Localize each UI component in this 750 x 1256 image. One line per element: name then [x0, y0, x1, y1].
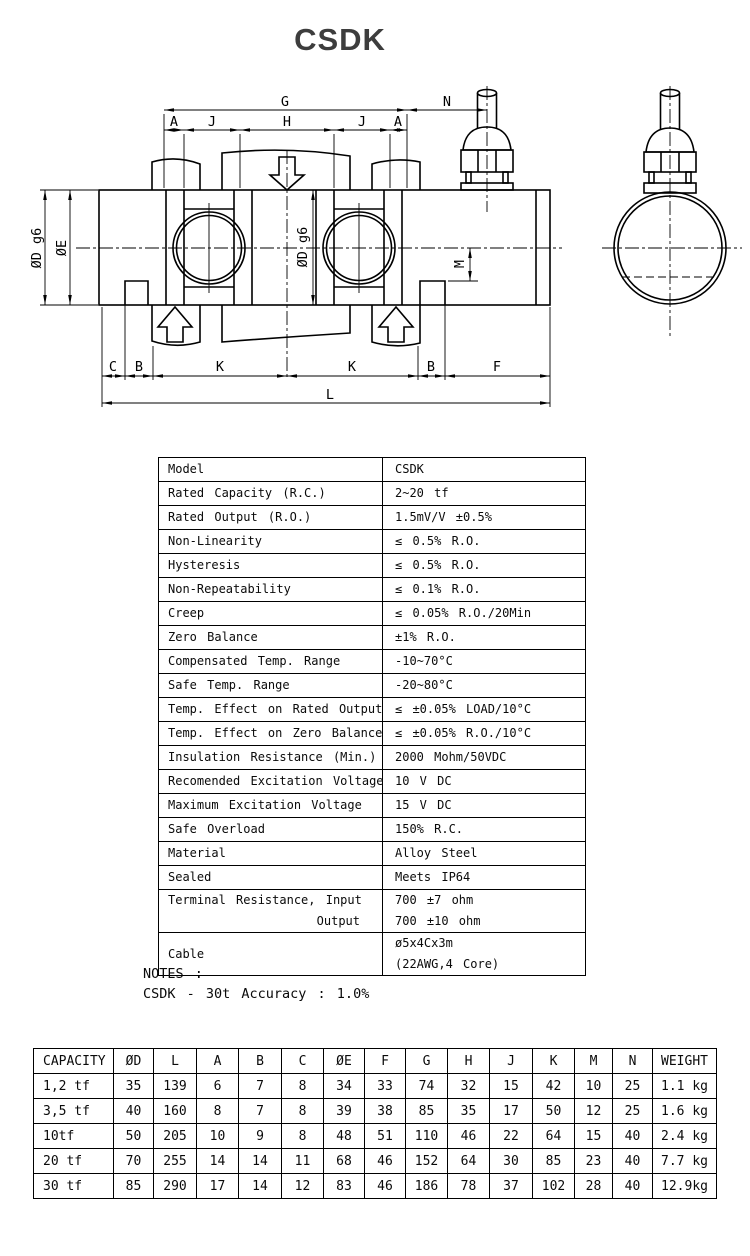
spec-value-cell	[383, 650, 586, 674]
spec-value-cell-line: ≤ ±0.05% LOAD/10°C	[395, 702, 532, 716]
dims-cell: 46	[448, 1124, 490, 1149]
spec-value-cell	[383, 866, 586, 890]
dims-header-cell: G	[406, 1049, 448, 1074]
spec-value-cell	[383, 842, 586, 866]
spec-label-cell-line: Rated Output (R.O.)	[168, 510, 312, 524]
spec-value-cell	[383, 482, 586, 506]
spec-value-cell	[383, 794, 586, 818]
dim-label-h: H	[282, 114, 292, 130]
dims-cell: 9	[239, 1124, 282, 1149]
spec-row	[159, 746, 586, 770]
dims-cell: 186	[406, 1174, 448, 1199]
dims-cell: 12	[575, 1099, 613, 1124]
spec-value-cell-line: 1.5mV/V ±0.5%	[395, 510, 492, 524]
dims-cell: 7	[239, 1074, 282, 1099]
keyway-left	[125, 281, 148, 305]
spec-value-cell-line: ø5x4Cx3m	[395, 936, 453, 950]
dims-cell: 22	[490, 1124, 533, 1149]
spec-label-cell	[159, 650, 383, 674]
dims-header-cell: K	[533, 1049, 575, 1074]
dims-cell: 50	[114, 1124, 154, 1149]
dims-cell: 12.9kg	[653, 1174, 717, 1199]
spec-value-cell	[383, 578, 586, 602]
spec-value-cell	[383, 746, 586, 770]
spec-label-cell-line: Sealed	[168, 870, 212, 884]
dims-cell: 64	[533, 1124, 575, 1149]
spec-value-cell-line: Meets IP64	[395, 870, 471, 884]
dims-header-cell: M	[575, 1049, 613, 1074]
spec-row	[159, 530, 586, 554]
dims-cell: 102	[533, 1174, 575, 1199]
boot-bottom-center	[222, 305, 350, 342]
dims-cell: 17	[197, 1174, 239, 1199]
notes-heading: NOTES :	[143, 966, 203, 982]
dims-cell: 10	[575, 1074, 613, 1099]
dims-cell: 46	[365, 1149, 406, 1174]
dims-cell: 15	[575, 1124, 613, 1149]
spec-value-cell	[383, 458, 586, 482]
dims-cell: 34	[324, 1074, 365, 1099]
dims-cell: 10	[197, 1124, 239, 1149]
dims-cell: 14	[239, 1174, 282, 1199]
dims-cell: 35	[114, 1074, 154, 1099]
dims-cell: 46	[365, 1174, 406, 1199]
dims-cell: 10tf	[34, 1124, 114, 1149]
spec-label-cell-line: Zero Balance	[168, 630, 258, 644]
dims-header-cell: B	[239, 1049, 282, 1074]
spec-label-cell	[159, 794, 383, 818]
dims-header-cell: A	[197, 1049, 239, 1074]
dim-label-dia-d-left: ØD g6	[29, 227, 45, 269]
spec-value-cell-line: Alloy Steel	[395, 846, 478, 860]
boot-top-right	[372, 160, 420, 190]
dims-row	[34, 1124, 717, 1149]
boot-top-left	[152, 159, 200, 190]
dims-cell: 7.7 kg	[653, 1149, 717, 1174]
dims-cell: 25	[613, 1074, 653, 1099]
spec-label-cell-line: Creep	[168, 606, 205, 620]
dims-header-cell: WEIGHT	[653, 1049, 717, 1074]
spec-value-cell-line: ≤ 0.1% R.O.	[395, 582, 481, 596]
reaction-arrow-up-left-icon	[158, 307, 192, 342]
dims-row	[34, 1174, 717, 1199]
dims-cell: 290	[154, 1174, 197, 1199]
dims-cell: 15	[490, 1074, 533, 1099]
spec-value-cell-line: CSDK	[395, 462, 424, 476]
dims-cell: 74	[406, 1074, 448, 1099]
spec-label-cell	[159, 746, 383, 770]
dims-cell: 40	[613, 1124, 653, 1149]
spec-row	[159, 626, 586, 650]
dims-cell: 85	[406, 1099, 448, 1124]
dims-cell: 14	[197, 1149, 239, 1174]
dims-cell: 70	[114, 1149, 154, 1174]
dims-cell: 205	[154, 1124, 197, 1149]
dims-row	[34, 1149, 717, 1174]
spec-label-cell-line: Safe Temp. Range	[168, 678, 290, 692]
spec-row	[159, 674, 586, 698]
dimension-labels	[29, 94, 501, 403]
spec-label-cell-line: Insulation Resistance (Min.)	[168, 750, 377, 764]
spec-row	[159, 794, 586, 818]
dims-cell: 83	[324, 1174, 365, 1199]
spec-label-cell	[159, 458, 383, 482]
dim-label-dia-d-mid: ØD g6	[295, 226, 311, 268]
dim-label-j2: J	[357, 114, 367, 130]
spec-label-cell-line: Cable	[168, 946, 205, 961]
spec-value-cell-line: (22AWG,4 Core)	[395, 957, 500, 971]
dim-label-j1: J	[207, 114, 217, 130]
spec-label-cell	[159, 866, 383, 890]
spec-label-cell	[159, 602, 383, 626]
spec-row	[159, 890, 586, 933]
dims-cell: 25	[613, 1099, 653, 1124]
reaction-arrow-up-right-icon	[379, 307, 413, 342]
spec-label-cell-line: Material	[168, 846, 226, 860]
spec-row	[159, 650, 586, 674]
dim-label-f: F	[492, 359, 502, 375]
dims-cell: 38	[365, 1099, 406, 1124]
spec-value-cell	[383, 818, 586, 842]
dim-label-g: G	[280, 94, 290, 110]
dims-cell: 152	[406, 1149, 448, 1174]
spec-row	[159, 578, 586, 602]
dims-cell: 40	[613, 1149, 653, 1174]
spec-value-cell	[383, 722, 586, 746]
spec-label-cell	[159, 818, 383, 842]
spec-value-cell-line: 2~20 tf	[395, 486, 449, 500]
spec-label-cell-line: Hysteresis	[168, 558, 241, 572]
side-view	[99, 90, 550, 346]
spec-label-cell	[159, 530, 383, 554]
spec-label-cell-line: Model	[168, 462, 205, 476]
spec-value-cell	[383, 890, 586, 933]
spec-row	[159, 482, 586, 506]
spec-label-cell	[159, 698, 383, 722]
dims-cell: 6	[197, 1074, 239, 1099]
dimensions-table	[33, 1048, 717, 1199]
dims-row	[34, 1074, 717, 1099]
spec-row	[159, 554, 586, 578]
spec-label-cell	[159, 842, 383, 866]
dims-cell: 37	[490, 1174, 533, 1199]
spec-value-cell-line: ≤ 0.5% R.O.	[395, 534, 481, 548]
spec-value-cell-line: ≤ 0.5% R.O.	[395, 558, 481, 572]
spec-value-cell-line: 10 V DC	[395, 774, 452, 788]
dims-cell: 33	[365, 1074, 406, 1099]
notes-line: CSDK - 30t Accuracy : 1.0%	[143, 986, 370, 1002]
dims-cell: 40	[613, 1174, 653, 1199]
spec-value-cell-line: ≤ ±0.05% R.O./10°C	[395, 726, 532, 740]
dims-cell: 48	[324, 1124, 365, 1149]
spec-label-cell	[159, 578, 383, 602]
dims-cell: 8	[282, 1074, 324, 1099]
dim-label-b1: B	[134, 359, 144, 375]
spec-row	[159, 842, 586, 866]
dims-cell: 1.1 kg	[653, 1074, 717, 1099]
dims-cell: 20 tf	[34, 1149, 114, 1174]
spec-value-cell-line: 150% R.C.	[395, 822, 464, 836]
spec-value-cell-line: 2000 Mohm/50VDC	[395, 750, 507, 764]
dims-cell: 255	[154, 1149, 197, 1174]
dims-cell: 68	[324, 1149, 365, 1174]
spec-label-cell-line: Non-Linearity	[168, 534, 262, 548]
dims-cell: 139	[154, 1074, 197, 1099]
dims-cell: 3,5 tf	[34, 1099, 114, 1124]
dims-cell: 35	[448, 1099, 490, 1124]
dims-header-row	[34, 1049, 717, 1074]
spec-row	[159, 698, 586, 722]
spec-table	[158, 457, 586, 976]
spec-label-cell	[159, 506, 383, 530]
spec-value-cell-line: -10~70°C	[395, 654, 453, 668]
dims-cell: 51	[365, 1124, 406, 1149]
dims-header-cell: F	[365, 1049, 406, 1074]
spec-value-cell-line: -20~80°C	[395, 678, 453, 692]
spec-label-cell-line: Rated Capacity (R.C.)	[168, 486, 326, 500]
dim-label-c: C	[108, 359, 118, 375]
spec-value-cell	[383, 674, 586, 698]
dims-cell: 64	[448, 1149, 490, 1174]
dims-cell: 40	[114, 1099, 154, 1124]
spec-value-cell-line: ≤ 0.05% R.O./20Min	[395, 606, 532, 620]
spec-value-cell	[383, 626, 586, 650]
dims-cell: 12	[282, 1174, 324, 1199]
dims-row	[34, 1099, 717, 1124]
spec-value-cell-line: 700 ±10 ohm	[395, 914, 481, 928]
dim-label-b2: B	[426, 359, 436, 375]
spec-label-cell-line: Temp. Effect on Zero Balance	[168, 726, 383, 740]
spec-label-cell	[159, 626, 383, 650]
spec-label-cell	[159, 722, 383, 746]
spec-label-cell-line: Terminal Resistance, Input	[168, 893, 362, 907]
dim-label-dia-e: ØE	[54, 239, 70, 257]
dims-cell: 17	[490, 1099, 533, 1124]
dims-header-cell: ØD	[114, 1049, 154, 1074]
dims-header-cell: C	[282, 1049, 324, 1074]
spec-row	[159, 722, 586, 746]
dims-header-cell: H	[448, 1049, 490, 1074]
spec-label-cell	[159, 890, 383, 933]
dims-cell: 7	[239, 1099, 282, 1124]
dim-label-l: L	[325, 387, 335, 403]
spec-label-cell-line: Safe Overload	[168, 822, 265, 836]
dims-cell: 8	[282, 1124, 324, 1149]
dims-header-cell: CAPACITY	[34, 1049, 114, 1074]
spec-label-cell-line: Recomended Excitation Voltage	[168, 774, 384, 788]
spec-label-cell-line: Compensated Temp. Range	[168, 654, 341, 668]
dims-cell: 30	[490, 1149, 533, 1174]
dims-header-cell: L	[154, 1049, 197, 1074]
dims-cell: 14	[239, 1149, 282, 1174]
dims-header-cell: ØE	[324, 1049, 365, 1074]
dims-cell: 78	[448, 1174, 490, 1199]
dims-cell: 23	[575, 1149, 613, 1174]
spec-label-cell-line: Non-Repeatability	[168, 582, 291, 596]
spec-row	[159, 818, 586, 842]
spec-row	[159, 770, 586, 794]
dims-header-cell: N	[613, 1049, 653, 1074]
dims-header-cell: J	[490, 1049, 533, 1074]
notes	[143, 964, 369, 1004]
spec-row	[159, 458, 586, 482]
spec-value-cell	[383, 933, 586, 976]
dims-cell: 2.4 kg	[653, 1124, 717, 1149]
dim-label-a1: A	[169, 114, 179, 130]
dims-cell: 1,2 tf	[34, 1074, 114, 1099]
spec-label-cell-line: Output	[316, 914, 360, 928]
spec-value-cell	[383, 698, 586, 722]
spec-label-cell	[159, 482, 383, 506]
spec-label-cell	[159, 770, 383, 794]
dims-cell: 8	[197, 1099, 239, 1124]
dims-cell: 1.6 kg	[653, 1099, 717, 1124]
spec-value-cell	[383, 506, 586, 530]
spec-label-cell	[159, 554, 383, 578]
keyway-right	[420, 281, 445, 305]
dims-cell: 32	[448, 1074, 490, 1099]
spec-value-cell	[383, 770, 586, 794]
dims-cell: 11	[282, 1149, 324, 1174]
dim-label-k2: K	[347, 359, 357, 375]
dims-cell: 28	[575, 1174, 613, 1199]
dims-cell: 8	[282, 1099, 324, 1124]
spec-row	[159, 602, 586, 626]
dims-cell: 110	[406, 1124, 448, 1149]
dims-cell: 50	[533, 1099, 575, 1124]
dim-label-m: M	[452, 259, 468, 269]
spec-label-cell	[159, 674, 383, 698]
spec-value-cell	[383, 602, 586, 626]
page-title: CSDK	[294, 22, 386, 57]
spec-label-cell-line: Temp. Effect on Rated Output	[168, 702, 383, 716]
spec-value-cell	[383, 530, 586, 554]
spec-value-cell-line: 700 ±7 ohm	[395, 893, 474, 907]
dims-cell: 85	[533, 1149, 575, 1174]
dim-label-a2: A	[393, 114, 403, 130]
spec-value-cell-line: ±1% R.O.	[395, 630, 456, 644]
technical-drawing	[0, 80, 750, 415]
dims-cell: 160	[154, 1099, 197, 1124]
dims-cell: 30 tf	[34, 1174, 114, 1199]
dim-label-n: N	[442, 94, 452, 110]
spec-value-cell	[383, 554, 586, 578]
dims-cell: 42	[533, 1074, 575, 1099]
spec-label-cell-line: Maximum Excitation Voltage	[168, 798, 362, 812]
spec-value-cell-line: 15 V DC	[395, 798, 452, 812]
dims-cell: 39	[324, 1099, 365, 1124]
dim-label-k1: K	[215, 359, 225, 375]
dims-cell: 85	[114, 1174, 154, 1199]
spec-row	[159, 866, 586, 890]
spec-row	[159, 506, 586, 530]
